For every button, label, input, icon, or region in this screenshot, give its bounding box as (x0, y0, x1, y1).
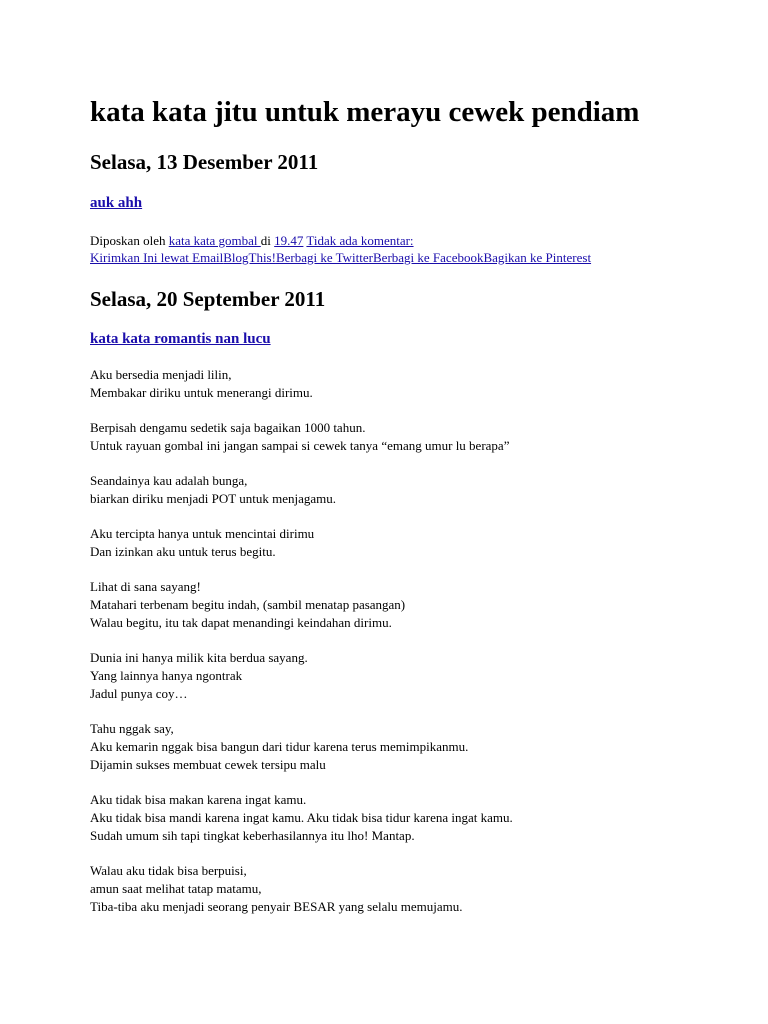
stanza-line: Aku tidak bisa mandi karena ingat kamu. Aku tidak bisa tidur karena ingat kamu. (90, 810, 513, 825)
stanza (90, 366, 730, 402)
post-title (90, 193, 142, 213)
share-facebook-link[interactable]: Berbagi ke Facebook (373, 250, 484, 265)
stanza (90, 649, 730, 703)
stanza (90, 525, 730, 561)
stanza-line: Untuk rayuan gombal ini jangan sampai si cewek tanya “emang umur lu berapa” (90, 438, 510, 453)
post-title-link[interactable]: kata kata romantis nan lucu (90, 331, 271, 347)
post-footer (90, 232, 414, 249)
stanza-line: Tiba-tiba aku menjadi seorang penyair BESAR yang selalu memujamu. (90, 899, 463, 914)
date-header: Selasa, 20 September 2011 (90, 287, 326, 311)
stanza-line: Jadul punya coy… (90, 686, 188, 701)
stanza (90, 472, 730, 508)
author-link[interactable]: kata kata gombal (168, 233, 261, 248)
stanza-line: Aku kemarin nggak bisa bangun dari tidur karena terus memimpikanmu. (90, 739, 469, 754)
stanza-line: Dan izinkan aku untuk terus begitu. (90, 544, 276, 559)
comments-link[interactable]: Tidak ada komentar: (306, 233, 414, 248)
post-body (90, 366, 730, 933)
share-email-link[interactable]: Kirimkan Ini lewat Email (90, 250, 224, 265)
at-label: di (260, 233, 271, 248)
stanza-line: Yang lainnya hanya ngontrak (90, 668, 243, 683)
stanza-line: Walau aku tidak bisa berpuisi, (90, 863, 247, 878)
stanza (90, 419, 730, 455)
stanza-line: Aku bersedia menjadi lilin, (90, 367, 232, 382)
share-blogthis-link[interactable]: BlogThis! (223, 250, 276, 265)
share-pinterest-link[interactable]: Bagikan ke Pinterest (483, 250, 592, 265)
post-title (90, 329, 271, 349)
stanza-line: Lihat di sana sayang! (90, 579, 201, 594)
share-twitter-link[interactable]: Berbagi ke Twitter (275, 250, 373, 265)
stanza-line: amun saat melihat tatap matamu, (90, 881, 262, 896)
stanza (90, 720, 730, 774)
date-header: Selasa, 13 Desember 2011 (90, 150, 319, 174)
stanza-line: Matahari terbenam begitu indah, (sambil menatap pasangan) (90, 597, 406, 612)
post-title-link[interactable]: auk ahh (90, 195, 143, 211)
stanza (90, 578, 730, 632)
stanza-line: biarkan diriku menjadi POT untuk menjagamu. (90, 491, 336, 506)
stanza-line: Walau begitu, itu tak dapat menandingi keindahan dirimu. (90, 615, 392, 630)
posted-by-label: Diposkan oleh (90, 233, 166, 248)
blog-title: kata kata jitu untuk merayu cewek pendiam (90, 96, 640, 128)
stanza-line: Dunia ini hanya milik kita berdua sayang. (90, 650, 308, 665)
stanza-line: Membakar diriku untuk menerangi dirimu. (90, 385, 313, 400)
stanza-line: Aku tidak bisa makan karena ingat kamu. (90, 792, 307, 807)
stanza-line: Aku tercipta hanya untuk mencintai dirimu (90, 526, 315, 541)
stanza (90, 791, 730, 845)
stanza-line: Berpisah dengamu sedetik saja bagaikan 1000 tahun. (90, 420, 366, 435)
stanza-line: Sudah umum sih tapi tingkat keberhasilannya itu lho! Mantap. (90, 828, 415, 843)
stanza-line: Seandainya kau adalah bunga, (90, 473, 248, 488)
stanza-line: Dijamin sukses membuat cewek tersipu malu (90, 757, 326, 772)
stanza-line: Tahu nggak say, (90, 721, 174, 736)
share-links (90, 249, 591, 266)
stanza (90, 862, 730, 916)
timestamp-link[interactable]: 19.47 (274, 233, 304, 248)
